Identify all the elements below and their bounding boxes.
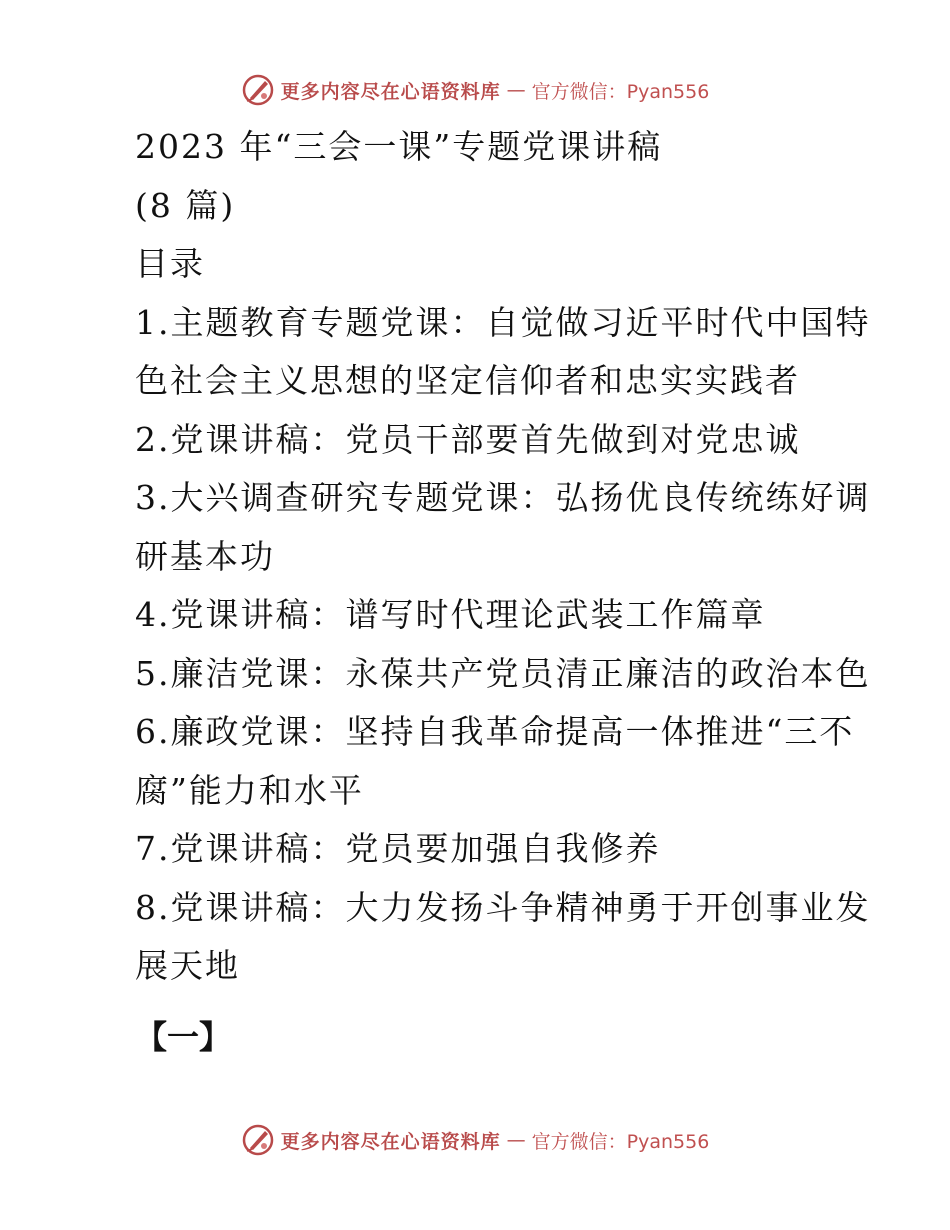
document-title: 2023 年“三会一课”专题党课讲稿 <box>135 127 663 166</box>
toc-line: 5.廉洁党课：永葆共产党员清正廉洁的政治本色 <box>135 653 871 693</box>
watermark-site-text: 更多内容尽在心语资料库 <box>280 80 501 103</box>
watermark-wechat-text: 官方微信：Pyan556 <box>531 1130 710 1153</box>
document-body <box>135 118 871 1066</box>
watermark-dash: — <box>506 79 526 101</box>
watermark-wechat-text: 官方微信：Pyan556 <box>531 80 710 103</box>
toc-line: 4.党课讲稿：谱写时代理论武装工作篇章 <box>135 595 766 634</box>
watermark-dash: — <box>506 1129 526 1151</box>
toc-line: 7.党课讲稿：党员要加强自我修养 <box>135 829 661 868</box>
toc-line: 3.大兴调查研究专题党课：弘扬优良传统练好调 <box>135 478 871 517</box>
quill-pen-logo-icon <box>241 1123 275 1157</box>
quill-pen-logo-icon <box>241 73 275 107</box>
toc-line: 2.党课讲稿：党员干部要首先做到对党忠诚 <box>135 419 801 459</box>
toc-line: 色社会主义思想的坚定信仰者和忠实实践者 <box>135 361 800 400</box>
toc-list <box>135 294 871 996</box>
toc-line: 展天地 <box>135 946 240 985</box>
toc-line: 1.主题教育专题党课：自觉做习近平时代中国特 <box>135 302 871 342</box>
toc-line: 研基本功 <box>135 536 275 576</box>
toc-line: 6.廉政党课：坚持自我革命提高一体推进“三不 <box>135 712 855 751</box>
toc-line: 8.党课讲稿：大力发扬斗争精神勇于开创事业发 <box>135 887 871 927</box>
footer-watermark <box>0 1120 950 1160</box>
section-marker: 【一】 <box>135 1017 232 1056</box>
watermark-site-text: 更多内容尽在心语资料库 <box>280 1130 501 1153</box>
header-watermark <box>0 70 950 110</box>
document-subtitle: (8 篇) <box>135 185 236 225</box>
toc-line: 腐”能力和水平 <box>135 770 364 810</box>
toc-heading: 目录 <box>135 244 205 283</box>
